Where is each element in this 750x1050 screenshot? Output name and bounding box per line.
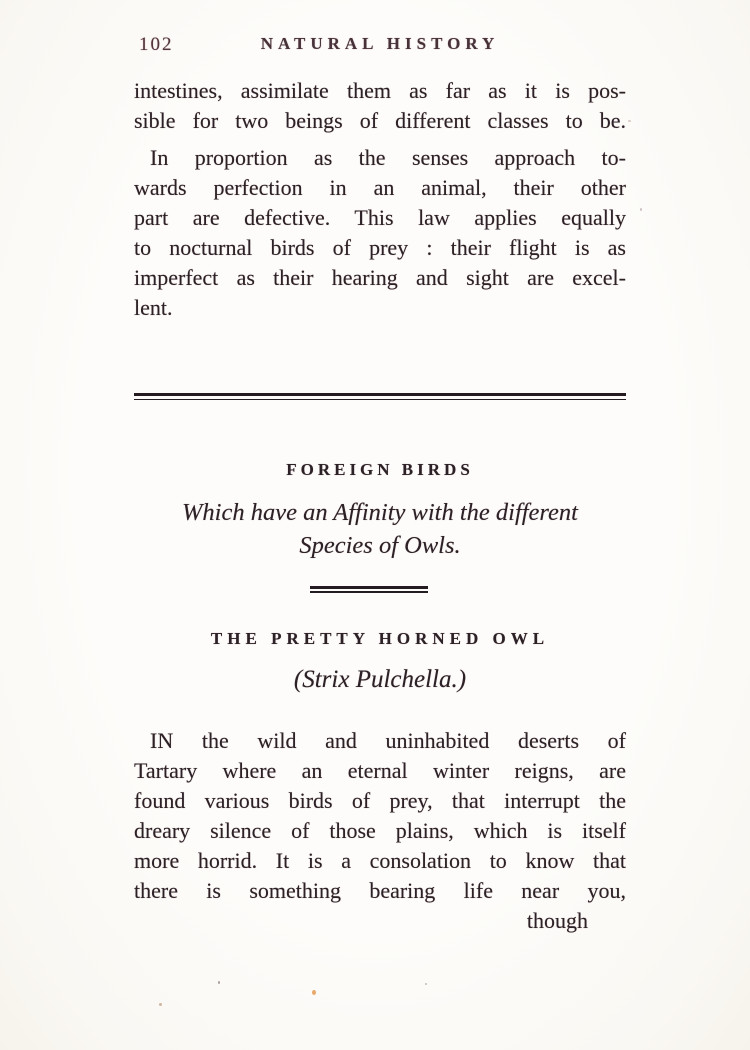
catchword: though: [526, 908, 588, 933]
text-line: found various birds of prey, that interrupt the: [134, 788, 626, 813]
running-header: [134, 34, 626, 60]
text-line: imperfect as their hearing and sight are excel-: [134, 265, 626, 290]
paper-speck: [628, 120, 631, 122]
paper-speck: [425, 983, 427, 985]
text-line: Tartary where an eternal winter reigns, are: [134, 758, 626, 783]
text-line: there is something bearing life near you,: [134, 878, 626, 903]
paper-speck: [312, 990, 316, 995]
text-line: In proportion as the senses approach to-: [150, 145, 626, 170]
section-heading: FOREIGN BIRDS: [286, 460, 474, 479]
paper-speck: [159, 1003, 162, 1006]
section-subtitle-line: Which have an Affinity with the different: [181, 499, 578, 526]
paragraph-senses: [134, 143, 626, 323]
text-line: wards perfection in an animal, their other: [134, 175, 626, 200]
paragraph-continuation: [134, 76, 626, 136]
text-line: intestines, assimilate them as far as it is pos-: [134, 78, 626, 103]
text-line: more horrid. It is a consolation to know that: [134, 848, 626, 873]
paragraph-article: [134, 726, 626, 936]
article-title: THE PRETTY HORNED OWL: [210, 629, 550, 648]
section-subtitle: [134, 496, 626, 562]
text-line: part are defective. This law applies equally: [134, 205, 626, 230]
text-line: dreary silence of those plains, which is itself: [134, 818, 626, 843]
running-header-title: NATURAL HISTORY: [260, 34, 500, 53]
text-line: to nocturnal birds of prey : their flight is as: [134, 235, 626, 260]
article-divider-rule: [310, 586, 428, 593]
paper-speck: [218, 981, 220, 984]
paper-speck: [640, 208, 642, 211]
page-number: 102: [139, 34, 174, 55]
text-line: sible for two beings of different classes to be.: [134, 108, 626, 133]
text-line: IN the wild and uninhabited deserts of: [150, 728, 626, 753]
section-divider-rule: [134, 393, 626, 400]
article-latin-name: (Strix Pulchella.): [293, 666, 467, 693]
section-subtitle-line: Species of Owls.: [299, 532, 461, 559]
text-line: lent.: [134, 295, 173, 320]
